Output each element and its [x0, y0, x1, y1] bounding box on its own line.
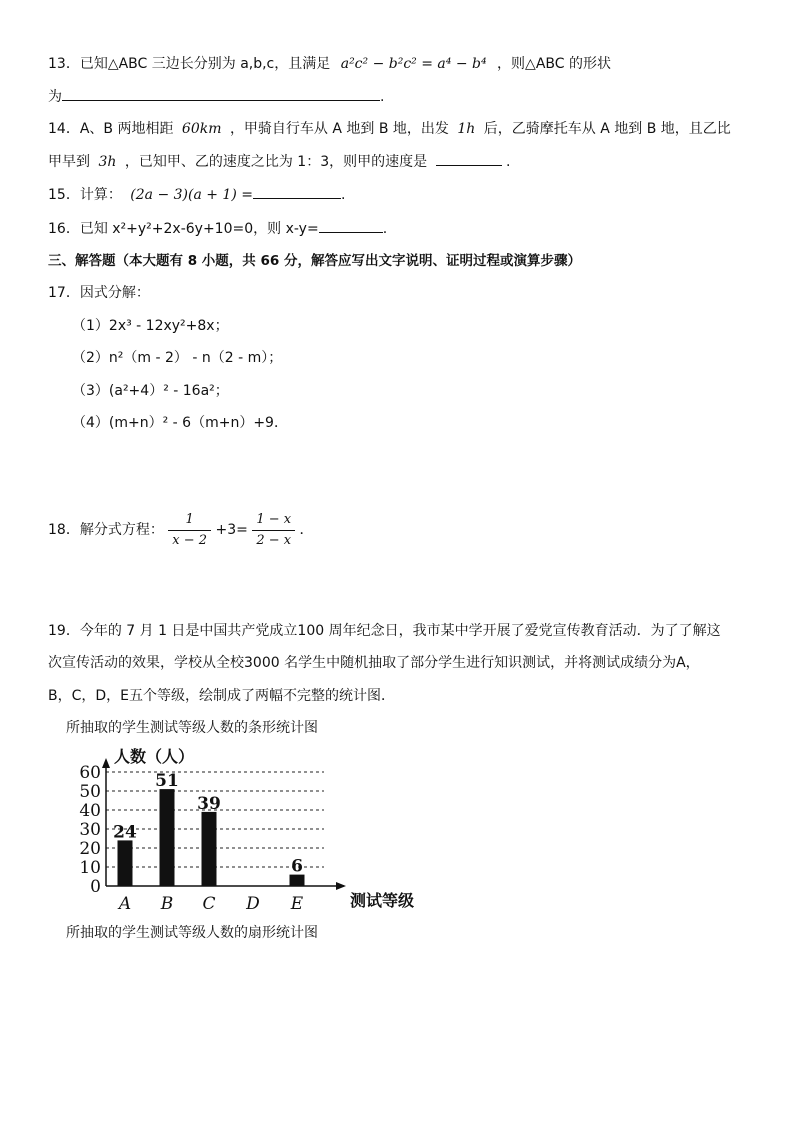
- q18-fraction-right: $\frac{1 - x}{2 - x}$: [252, 512, 295, 549]
- q17-item-3: （3）(a²+4）² - 16a²；: [72, 383, 229, 399]
- y-axis-title: 人数（人）: [114, 747, 195, 766]
- bar-chart-caption: 所抽取的学生测试等级人数的条形统计图: [66, 720, 318, 736]
- x-tick-label-B: B: [160, 894, 174, 914]
- y-tick-label: 50: [79, 782, 101, 802]
- x-tick-label-E: E: [290, 894, 304, 914]
- q14-line2: 甲早到 3h ，已知甲、乙的速度之比为 1：3，则甲的速度是 .: [48, 151, 510, 172]
- x-tick-label-D: D: [246, 894, 260, 914]
- bar-chart: [70, 742, 415, 914]
- y-tick-label: 0: [90, 877, 101, 897]
- y-tick-label: 20: [79, 839, 101, 859]
- q15-line: 15．计算： (2a − 3)(a + 1) = .: [48, 184, 345, 205]
- q17-item-2: （2）n²（m - 2） - n（2 - m）；: [72, 350, 283, 366]
- q17-title: 17．因式分解：: [48, 285, 150, 301]
- y-axis-arrow: [102, 758, 110, 768]
- q19-line2: 次宣传活动的效果，学校从全校3000 名学生中随机抽取了部分学生进行知识测试，并将测试成绩分为A，: [48, 655, 700, 671]
- x-tick-label-A: A: [118, 894, 132, 914]
- q13-answer-blank[interactable]: [62, 86, 380, 101]
- bar-B: [160, 789, 175, 886]
- q16-line: 16．已知 x²+y²+2x-6y+10=0，则 x-y= .: [48, 218, 387, 239]
- data-label-A: 24: [113, 822, 137, 843]
- data-label-B: 51: [155, 771, 179, 792]
- x-tick-label-C: C: [202, 894, 216, 914]
- q14-line1: 14．A、B 两地相距 60km ，甲骑自行车从 A 地到 B 地，出发 1h 后，乙骑摩托车从 A 地到 B 地，且乙比: [48, 121, 731, 137]
- x-axis-arrow: [336, 882, 346, 890]
- y-tick-label: 40: [79, 801, 101, 821]
- x-axis-title: 测试等级: [350, 891, 415, 910]
- q18-line: 18．解分式方程： $\frac{1}{x - 2}$ +3= $\frac{1 - x}{2 - x}$ ．: [48, 511, 314, 548]
- y-tick-label: 30: [79, 820, 101, 840]
- q19-line3: B，C，D，E五个等级，绘制成了两幅不完整的统计图．: [48, 688, 396, 704]
- q13-line2: 为 .: [48, 86, 384, 107]
- y-tick-label: 60: [79, 763, 101, 783]
- q18-fraction-left: $\frac{1}{x - 2}$: [168, 512, 211, 549]
- q19-line1: 19．今年的 7 月 1 日是中国共产党成立100 周年纪念日，我市某中学开展了爱党宣传教育活动．为了了解这: [48, 623, 721, 639]
- bar-A: [118, 840, 133, 886]
- q13-formula: a²c² − b²c² = a⁴ − b⁴: [340, 56, 487, 72]
- data-label-C: 39: [197, 793, 221, 814]
- pie-chart-caption: 所抽取的学生测试等级人数的扇形统计图: [66, 925, 318, 941]
- bar-C: [202, 812, 217, 886]
- q13-line1: 13．已知△ABC 三边长分别为 a,b,c，且满足 a²c² − b²c² = a⁴ − b⁴ ，则△ABC 的形状: [48, 56, 611, 72]
- q14-answer-blank[interactable]: [436, 151, 502, 166]
- section3-title: 三、解答题（本大题有 8 小题，共 66 分，解答应写出文字说明、证明过程或演算步骤）: [48, 253, 581, 269]
- q17-item-4: （4）(m+n）² - 6（m+n）+9．: [72, 415, 288, 431]
- y-tick-label: 10: [79, 858, 101, 878]
- q17-item-1: （1）2x³ - 12xy²+8x；: [72, 318, 229, 334]
- q16-answer-blank[interactable]: [319, 218, 383, 233]
- q15-answer-blank[interactable]: [253, 184, 341, 199]
- data-label-E: 6: [291, 856, 303, 877]
